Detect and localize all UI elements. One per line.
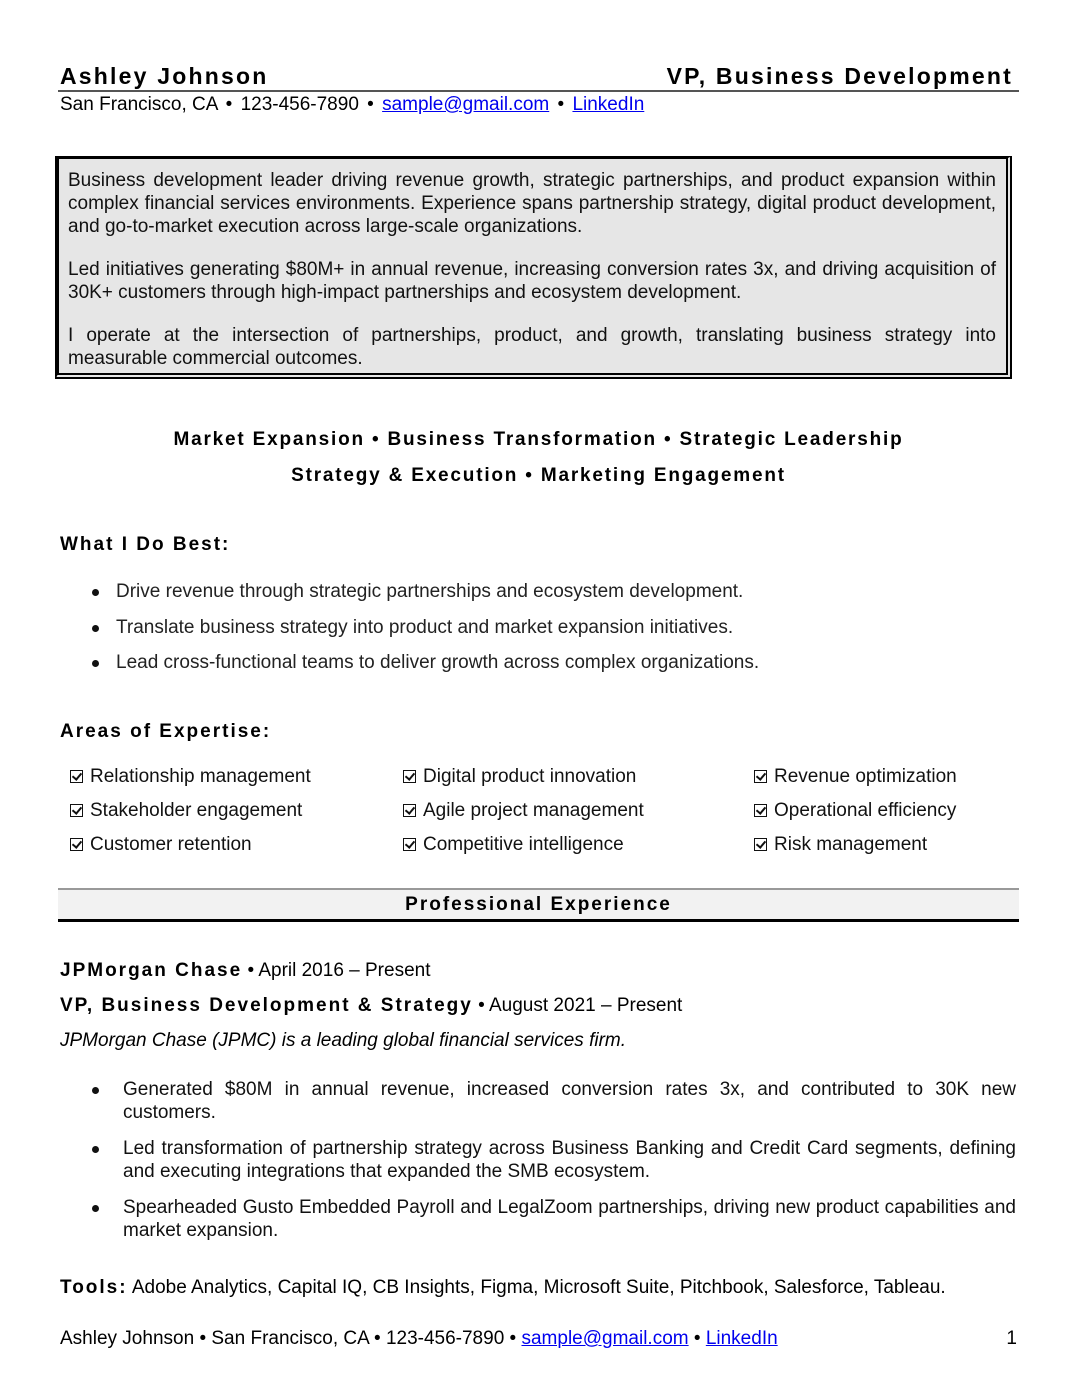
- footer-linkedin-link[interactable]: LinkedIn: [705, 1328, 778, 1349]
- bullet-separator: •: [247, 960, 255, 981]
- tools-line: [60, 1277, 946, 1299]
- bullet-separator: •: [693, 1328, 701, 1349]
- bullet-separator: •: [374, 1328, 381, 1349]
- expertise-grid: [70, 765, 1000, 856]
- expertise-item: [754, 799, 1004, 822]
- core-skills-line-2: Strategy & Execution • Marketing Engagement: [291, 465, 786, 486]
- tools-label: Tools:: [60, 1277, 128, 1298]
- contact-email-link[interactable]: sample@gmail.com: [382, 94, 550, 115]
- summary-paragraph: Led initiatives generating $80M+ in annual revenue, increasing conversion rates 3x, and driving acquisition of 30K+ customers through high-impact partnerships and ecosystem development.: [68, 259, 996, 303]
- checked-box-icon: [754, 804, 767, 817]
- checked-box-icon: [403, 838, 416, 851]
- candidate-name: Ashley Johnson: [60, 63, 269, 89]
- expertise-label: Risk management: [774, 834, 928, 855]
- core-skills-line-1: Market Expansion • Business Transformation • Strategic Leadership: [173, 429, 904, 450]
- tools-value: Adobe Analytics, Capital IQ, CB Insights, Figma, Microsoft Suite, Pitchbook, Salesforce, Tableau.: [131, 1277, 946, 1298]
- checked-box-icon: [754, 838, 767, 851]
- expertise-item: [754, 765, 1004, 788]
- what-i-do-best-list: [92, 580, 759, 687]
- list-item: Translate business strategy into product and market expansion initiatives.: [92, 616, 759, 652]
- expertise-item: [70, 833, 403, 856]
- expertise-item: [403, 799, 754, 822]
- company-name: JPMorgan Chase: [60, 960, 243, 981]
- page-footer: [60, 1328, 1017, 1350]
- role-dates: August 2021 – Present: [489, 995, 683, 1016]
- checked-box-icon: [754, 770, 767, 783]
- expertise-label: Stakeholder engagement: [90, 800, 303, 821]
- summary-box: [55, 156, 1012, 379]
- expertise-label: Competitive intelligence: [423, 834, 624, 855]
- expertise-label: Operational efficiency: [774, 800, 957, 821]
- contact-location: San Francisco, CA: [60, 94, 218, 115]
- contact-phone: 123-456-7890: [240, 94, 359, 115]
- footer-phone: 123-456-7890: [385, 1328, 505, 1349]
- contact-line: [60, 94, 644, 116]
- footer-name: Ashley Johnson: [60, 1328, 195, 1349]
- bullet-separator: •: [557, 94, 565, 115]
- footer-location: San Francisco, CA: [211, 1328, 369, 1349]
- checked-box-icon: [70, 804, 83, 817]
- company-description: JPMorgan Chase (JPMC) is a leading global financial services firm.: [60, 1030, 627, 1051]
- company-line: [60, 960, 431, 982]
- expertise-label: Customer retention: [90, 834, 252, 855]
- bullet-separator: •: [509, 1328, 517, 1349]
- checked-box-icon: [70, 838, 83, 851]
- resume-header: [58, 61, 1019, 92]
- expertise-item: [70, 799, 403, 822]
- achievements-list: [92, 1078, 1016, 1255]
- expertise-item: [403, 765, 754, 788]
- areas-of-expertise-heading: Areas of Expertise:: [60, 721, 272, 742]
- list-item: Lead cross-functional teams to deliver growth across complex organizations.: [92, 651, 759, 687]
- summary-paragraph: Business development leader driving revenue growth, strategic partnerships, and product expansion within complex financial services environments. Experience spans partnership strategy, digital product development, and go-to-market execution across large-scale organizations.: [68, 170, 996, 237]
- expertise-label: Revenue optimization: [774, 766, 957, 787]
- expertise-label: Agile project management: [423, 800, 644, 821]
- role-title: VP, Business Development & Strategy: [60, 995, 473, 1016]
- page-number: 1: [1006, 1328, 1017, 1349]
- checked-box-icon: [403, 804, 416, 817]
- checked-box-icon: [70, 770, 83, 783]
- achievement-item: Led transformation of partnership strategy across Business Banking and Credit Card segments, defining and executing integrations that expanded the SMB ecosystem.: [92, 1137, 1016, 1183]
- bullet-separator: •: [225, 94, 233, 115]
- checked-box-icon: [403, 770, 416, 783]
- bullet-separator: •: [478, 995, 485, 1016]
- role-line: [60, 995, 682, 1017]
- achievement-item: Spearheaded Gusto Embedded Payroll and LegalZoom partnerships, driving new product capabilities and market expansion.: [92, 1196, 1016, 1242]
- company-dates: April 2016 – Present: [258, 960, 431, 981]
- candidate-title: VP, Business Development: [666, 63, 1013, 89]
- achievement-item: Generated $80M in annual revenue, increased conversion rates 3x, and contributed to 30K new customers.: [92, 1078, 1016, 1124]
- bullet-separator: •: [199, 1328, 207, 1349]
- professional-experience-header: Professional Experience: [58, 888, 1019, 922]
- expertise-label: Relationship management: [90, 766, 311, 787]
- summary-paragraph: I operate at the intersection of partnerships, product, and growth, translating business strategy into measurable commercial outcomes.: [68, 325, 996, 369]
- what-i-do-best-heading: What I Do Best:: [60, 534, 231, 555]
- footer-email-link[interactable]: sample@gmail.com: [521, 1328, 689, 1349]
- expertise-label: Digital product innovation: [423, 766, 637, 787]
- contact-linkedin-link[interactable]: LinkedIn: [572, 94, 645, 115]
- expertise-item: [70, 765, 403, 788]
- list-item: Drive revenue through strategic partnerships and ecosystem development.: [92, 580, 759, 616]
- bullet-separator: •: [367, 94, 374, 115]
- expertise-item: [403, 833, 754, 856]
- expertise-item: [754, 833, 1004, 856]
